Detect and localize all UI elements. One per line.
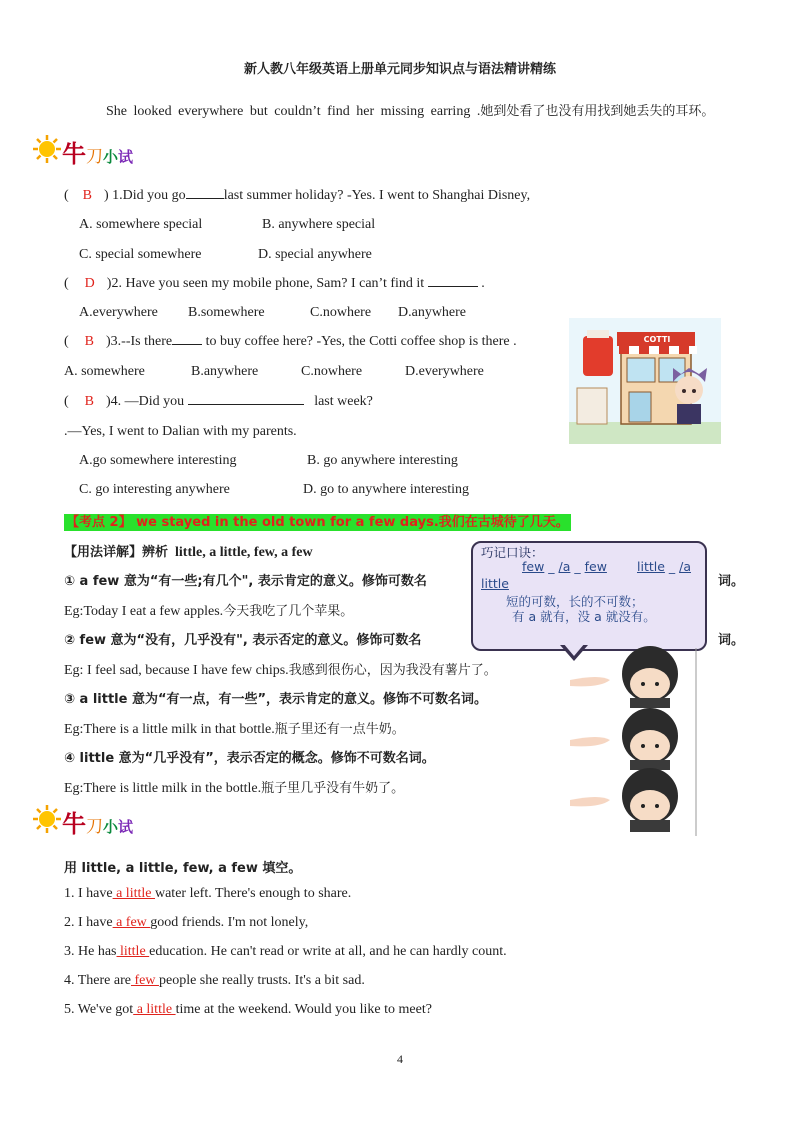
usage-example-4: Eg:There is little milk in the bottle.瓶子里几乎没有牛奶了。 — [64, 781, 405, 796]
cafe-illustration — [569, 318, 721, 444]
key-point-banner: 【考点 2】 we stayed in the old town for a few days.我们在古城待了几天。 — [66, 515, 569, 530]
quiz1-q3-option-d: D.everywhere — [405, 364, 484, 379]
cartoon-boy-3 — [570, 768, 678, 832]
answer-fill: a little — [112, 886, 155, 901]
title-char-dao: 刀 — [86, 817, 103, 837]
quiz2-item-2: 2. I have a few good friends. I'm not lonely, — [64, 915, 309, 930]
answer-mark: B — [84, 394, 95, 409]
answer-fill: little — [116, 944, 150, 959]
usage-point-2-end: 词。 — [718, 633, 745, 648]
title-char-dao: 刀 — [86, 147, 103, 167]
quiz1-q3-option-b: B.anywhere — [191, 364, 259, 379]
mnemonic-line-1c: little — [481, 576, 509, 591]
cartoon-boy-1 — [570, 646, 678, 708]
quiz1-q4-option-d: D. go to anywhere interesting — [303, 482, 470, 497]
quiz2-item-3: 3. He has little education. He can't read or write at all, and he can hardly count. — [64, 944, 507, 959]
quiz2-item-1: 1. I have a little water left. There's enough to share. — [64, 886, 352, 901]
cafe-sign: COTTI — [643, 335, 671, 344]
quiz1-q2-option-a: A.everywhere — [79, 305, 158, 320]
quiz1-q2-option-b: B.somewhere — [188, 305, 265, 320]
quiz2-item-5: 5. We've got a little time at the weekend. Would you like to meet? — [64, 1002, 432, 1017]
quiz1-q1-option-d: D. special anywhere — [258, 247, 372, 262]
section-title-2 — [62, 804, 133, 839]
usage-point-4: ④ little 意为“几乎没有”，表示否定的概念。修饰不可数名词。 — [64, 751, 435, 766]
quiz1-q4-option-b: B. go anywhere interesting — [307, 453, 458, 468]
usage-heading: 【用法详解】辨析 little, a little, few, a few — [64, 545, 313, 560]
mnemonic-line-1: few _ /a _ few — [522, 559, 607, 574]
quiz1-q2-option-c: C.nowhere — [310, 305, 372, 320]
cartoon-boys-illustration — [570, 640, 698, 836]
intro-english: She looked everywhere but couldn’t find her missing earring . — [106, 104, 481, 119]
title-char-niu: 牛 — [62, 140, 86, 168]
answer-mark: D — [84, 276, 95, 291]
quiz2-instruction: 用 little, a little, few, a few 填空。 — [64, 861, 302, 876]
quiz1-question-2: ( D )2. Have you seen my mobile phone, Sam? I can’t find it . — [64, 276, 485, 291]
answer-mark: B — [84, 334, 95, 349]
usage-example-2: Eg: I feel sad, because I have few chips.我感到很伤心，因为我没有薯片了。 — [64, 663, 497, 678]
answer-blank — [172, 344, 202, 345]
intro-chinese: 她到处看了也没有用找到她丢失的耳环。 — [480, 104, 715, 119]
quiz1-q2-option-d: D.anywhere — [398, 305, 467, 320]
mnemonic-title: 巧记口诀： — [481, 545, 544, 560]
quiz1-q4-option-c: C. go interesting anywhere — [79, 482, 230, 497]
quiz1-question-1: ( B ) 1.Did you go last summer holiday? -Yes. I went to Shanghai Disney, — [64, 188, 531, 203]
section-title-1 — [62, 134, 133, 169]
quiz1-question-4: ( B )4. —Did you last week? — [64, 394, 373, 409]
title-char-niu: 牛 — [62, 810, 86, 838]
usage-example-3: Eg:There is a little milk in that bottle.瓶子里还有一点牛奶。 — [64, 722, 405, 737]
title-char-shi: 试 — [118, 148, 134, 166]
answer-blank — [428, 286, 478, 287]
intro-sentence — [106, 100, 714, 120]
answer-fill: few — [130, 973, 159, 988]
sun-icon — [32, 804, 62, 834]
mnemonic-line-1b: little _ /a — [637, 559, 691, 574]
usage-point-1: ① a few 意为“有一些;有几个", 表示肯定的意义。修饰可数名 — [64, 574, 427, 589]
title-char-shi: 试 — [118, 818, 134, 836]
mnemonic-line-2: 短的可数，长的不可数； — [506, 594, 644, 609]
answer-fill: a few — [112, 915, 151, 930]
answer-fill: a little — [133, 1002, 176, 1017]
sun-icon — [32, 134, 62, 164]
quiz1-q3-option-c: C.nowhere — [301, 364, 363, 379]
quiz1-q4-reply: .—Yes, I went to Dalian with my parents. — [64, 424, 297, 439]
quiz1-q1-option-c: C. special somewhere — [79, 247, 202, 262]
quiz1-q4-option-a: A.go somewhere interesting — [79, 453, 237, 468]
usage-point-3: ③ a little 意为“有一点，有一些”，表示肯定的意义。修饰不可数名词。 — [64, 692, 488, 707]
usage-example-1: Eg:Today I eat a few apples.今天我吃了几个苹果。 — [64, 604, 354, 619]
page-header: 新人教八年级英语上册单元同步知识点与语法精讲精练 — [243, 62, 556, 77]
page-number: 4 — [397, 1052, 403, 1066]
answer-blank — [186, 198, 224, 199]
cartoon-boy-2 — [570, 708, 678, 770]
mnemonic-line-3: 有 a 就有，没 a 就没有。 — [512, 609, 656, 624]
title-char-xiao: 小 — [103, 148, 119, 166]
answer-blank — [188, 404, 304, 405]
quiz1-q1-option-a: A. somewhere special — [79, 217, 203, 232]
title-char-xiao: 小 — [103, 818, 119, 836]
usage-point-1-end: 词。 — [718, 574, 745, 589]
usage-point-2: ② few 意为“没有，几乎没有", 表示否定的意义。修饰可数名 — [64, 633, 422, 648]
quiz1-q3-option-a: A. somewhere — [64, 364, 145, 379]
answer-mark: B — [82, 188, 93, 203]
quiz1-question-3: ( B )3.--Is there to buy coffee here? -Yes, the Cotti coffee shop is there . — [64, 334, 517, 349]
quiz2-item-4: 4. There are few people she really trusts. It's a bit sad. — [64, 973, 365, 988]
quiz1-q1-option-b: B. anywhere special — [262, 217, 376, 232]
